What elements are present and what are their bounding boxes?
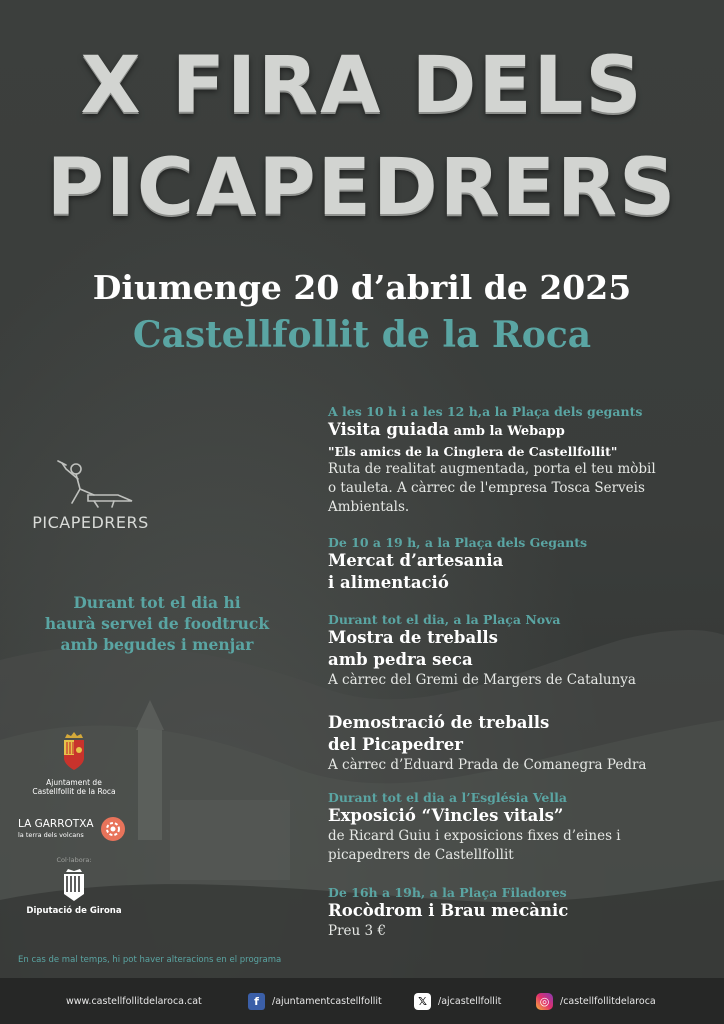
- ajuntament-line: Ajuntament de: [46, 778, 102, 787]
- program-title: Mostra de treballs: [328, 628, 498, 647]
- instagram-icon: ◎: [536, 993, 553, 1010]
- program-desc: A càrrec d’Eduard Prada de Comanegra Pedra: [328, 757, 647, 773]
- program-title: Demostració de treballs: [328, 713, 550, 732]
- title-line-2: PICAPEDRERS: [46, 143, 678, 233]
- program-title: Rocòdrom i Brau mecànic: [328, 901, 569, 920]
- foodtruck-line: haurà servei de foodtruck: [44, 614, 270, 633]
- footer-website-link[interactable]: www.castellfollitdelaroca.cat: [66, 995, 202, 1007]
- program-title: Exposició “Vincles vitals”: [328, 806, 564, 825]
- program-item-rocodrom: [328, 885, 713, 941]
- garrotxa-tagline: la terra dels volcans: [18, 831, 84, 839]
- foodtruck-note: [14, 592, 300, 655]
- program-time: Durant tot el dia a l’Església Vella: [328, 790, 567, 805]
- collabora-label: Col·labora:: [56, 856, 92, 864]
- program-time: De 10 a 19 h, a la Plaça dels Gegants: [328, 535, 588, 550]
- program-item-demostracio: [328, 712, 713, 775]
- program-desc: o tauleta. A càrrec de l'empresa Tosca Serveis: [328, 480, 645, 496]
- facebook-handle: /ajuntamentcastellfollit: [272, 995, 382, 1007]
- program-desc: Preu 3 €: [328, 923, 386, 939]
- footer-x-link[interactable]: [414, 978, 501, 1024]
- program-title: Mercat d’artesania: [328, 551, 504, 570]
- footer-instagram-link[interactable]: [536, 978, 656, 1024]
- program-title: i alimentació: [328, 573, 449, 592]
- facebook-icon: f: [248, 993, 265, 1010]
- program-desc: Ruta de realitat augmentada, porta el teu mòbil: [328, 461, 656, 477]
- logo-name: PICAPEDRERS: [32, 513, 149, 532]
- diputacio-name: Diputació de Girona: [26, 906, 122, 916]
- program-item-mercat: [328, 535, 713, 594]
- title-line-1: X FIRA DELS: [80, 41, 644, 131]
- program-title: del Picapedrer: [328, 735, 463, 754]
- program-title: amb pedra seca: [328, 650, 473, 669]
- x-handle: /ajcastellfollit: [438, 995, 502, 1007]
- event-place: Castellfollit de la Roca: [132, 314, 592, 356]
- event-date: Diumenge 20 d’abril de 2025: [92, 268, 632, 307]
- ajuntament-name: [14, 778, 134, 796]
- diputacio-shield-icon: [61, 868, 87, 902]
- program-desc: picapedrers de Castellfollit: [328, 847, 514, 863]
- program-item-mostra: [328, 612, 713, 690]
- picapedrers-logo: [28, 455, 153, 545]
- ajuntament-line: Castellfollit de la Roca: [32, 787, 116, 796]
- weather-notice: En cas de mal temps, hi pot haver alteracions en el programa: [18, 955, 282, 965]
- foodtruck-line: Durant tot el dia hi: [73, 593, 241, 612]
- x-icon: 𝕏: [414, 993, 431, 1010]
- program-time: Durant tot el dia, a la Plaça Nova: [328, 612, 561, 627]
- program-item-exposicio: [328, 790, 713, 865]
- program-title: [328, 419, 713, 443]
- program-subtitle: "Els amics de la Cinglera de Castellfollit": [328, 444, 618, 459]
- instagram-handle: /castellfollitdelaroca: [560, 995, 656, 1007]
- program-desc: de Ricard Guiu i exposicions fixes d’eines i: [328, 828, 621, 844]
- program-desc: A càrrec del Gremi de Margers de Catalunya: [328, 672, 636, 688]
- program-time: A les 10 h i a les 12 h,a la Plaça dels gegants: [328, 404, 643, 419]
- footer: [0, 978, 724, 1024]
- program-time: De 16h a 19h, a la Plaça Filadores: [328, 885, 567, 900]
- program-title-small: amb la Webapp: [449, 424, 565, 439]
- program-item-visita: [328, 404, 713, 517]
- footer-facebook-link[interactable]: [248, 978, 382, 1024]
- foodtruck-line: amb begudes i menjar: [60, 635, 254, 654]
- ajuntament-shield-icon: [59, 730, 89, 772]
- program-title-main: Visita guiada: [328, 420, 450, 439]
- garrotxa-logo-text: LA GARROTXA: [18, 818, 94, 830]
- program-desc: Ambientals.: [328, 499, 410, 515]
- garrotxa-volcano-icon: [100, 816, 126, 842]
- stonemason-hammer-icon: [28, 455, 153, 513]
